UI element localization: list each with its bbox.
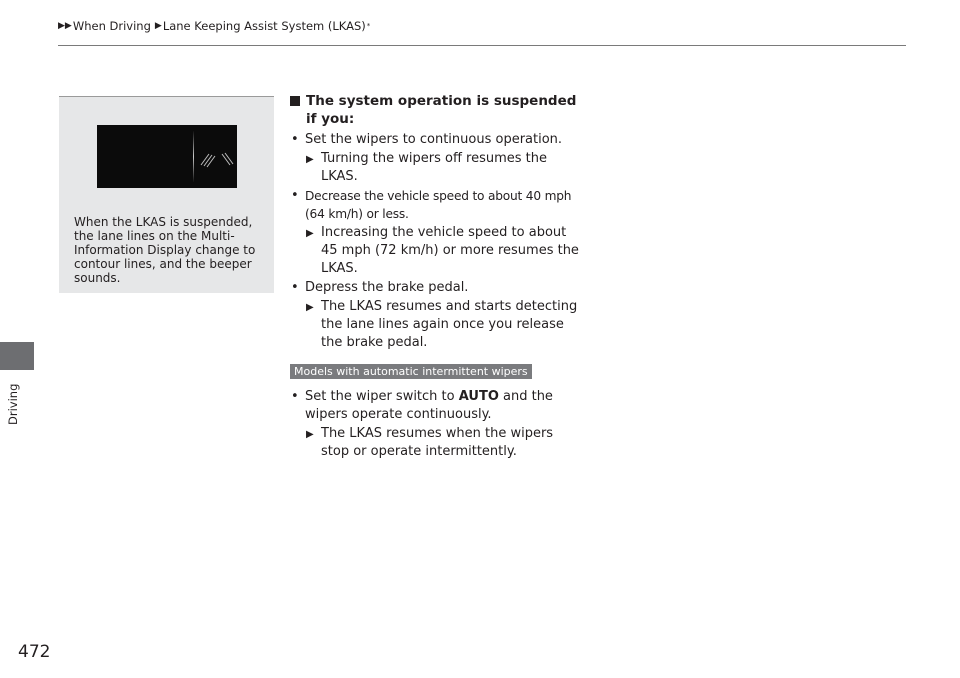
bullet-dot-icon: • xyxy=(291,389,299,404)
note-box xyxy=(59,96,274,293)
arrow-right-icon: ▶ xyxy=(306,154,314,165)
model-tag: Models with automatic intermittent wipers xyxy=(290,364,532,379)
triangle-right-icon: ▶▶ xyxy=(58,21,72,31)
arrow-right-icon: ▶ xyxy=(306,429,314,440)
breadcrumb-item-lkas[interactable]: Lane Keeping Assist System (LKAS) xyxy=(162,19,366,33)
keyword-auto: AUTO xyxy=(458,389,499,404)
section-tab xyxy=(0,342,34,370)
header-rule xyxy=(58,45,906,46)
section-label: Driving xyxy=(6,383,20,425)
list-item: • Set the wipers to continuous operation. xyxy=(291,132,563,147)
bullet-dot-icon: • xyxy=(291,280,299,295)
bullet-dot-icon: • xyxy=(291,188,299,203)
triangle-right-icon: ▶ xyxy=(154,21,162,31)
footnote-marker: * xyxy=(366,22,371,30)
main-content xyxy=(290,92,580,461)
list-subitem: ▶ Turning the wipers off resumes the LKAS. xyxy=(306,151,548,184)
breadcrumb-item-when-driving[interactable]: When Driving xyxy=(72,19,151,33)
square-bullet-icon xyxy=(290,96,300,106)
list-item: • Set the wiper switch to AUTO and the wipers operate continuously. xyxy=(291,389,553,422)
list-item: • Depress the brake pedal. xyxy=(291,280,469,295)
list-subitem: ▶ The LKAS resumes and starts detecting the lane lines again once you release the brake pedal. xyxy=(306,299,578,350)
list-subitem: ▶ Increasing the vehicle speed to about 45 mph (72 km/h) or more resumes the LKAS. xyxy=(306,225,579,276)
page-number: 472 xyxy=(18,642,51,662)
list-item: • Decrease the vehicle speed to about 40 mph (64 km/h) or less. xyxy=(291,188,572,221)
breadcrumb xyxy=(58,19,370,33)
multi-information-display-image xyxy=(97,125,237,188)
section-heading: The system operation is suspended if you: xyxy=(290,92,580,128)
arrow-right-icon: ▶ xyxy=(306,228,314,239)
bullet-dot-icon: • xyxy=(291,132,299,147)
lane-lines-icon xyxy=(97,125,237,188)
note-text: When the LKAS is suspended, the lane lines on the Multi-Information Display change to contour lines, and the beeper sounds. xyxy=(74,215,256,285)
list-subitem: ▶ The LKAS resumes when the wipers stop or operate intermittently. xyxy=(306,426,554,459)
arrow-right-icon: ▶ xyxy=(306,302,314,313)
